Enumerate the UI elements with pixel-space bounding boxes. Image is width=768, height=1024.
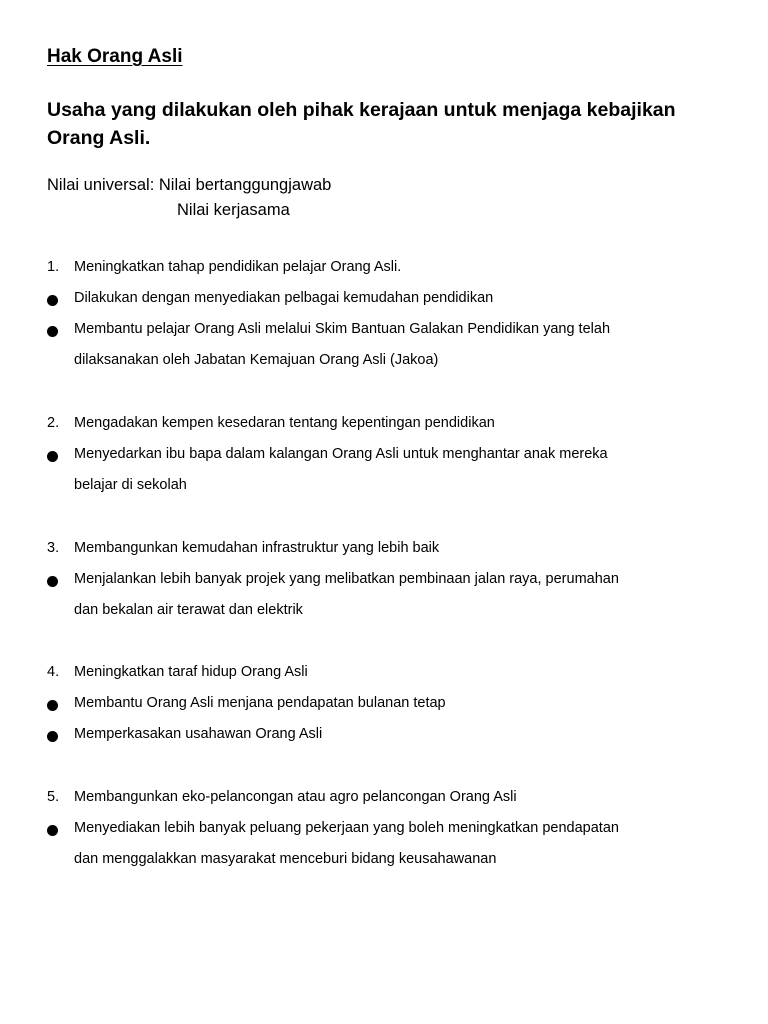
bullet-text: Memperkasakan usahawan Orang Asli — [74, 726, 323, 742]
point-number: 1. — [47, 259, 60, 275]
bullet-dot — [47, 326, 58, 337]
bullet-text-continued: dilaksanakan oleh Jabatan Kemajuan Orang Asli (Jakoa) — [74, 352, 439, 368]
bullet-dot — [47, 451, 58, 462]
point-number: 3. — [47, 540, 60, 556]
bullet-text-continued: dan bekalan air terawat dan elektrik — [74, 602, 303, 618]
bullet-text-continued: dan menggalakkan masyarakat menceburi bidang keusahawanan — [74, 851, 497, 867]
point-text: Meningkatkan taraf hidup Orang Asli — [74, 664, 308, 680]
bullet-dot — [47, 825, 58, 836]
universal-values-label: Nilai universal: — [47, 176, 155, 194]
universal-value-1: Nilai bertanggungjawab — [158, 176, 332, 194]
bullet-text: Dilakukan dengan menyediakan pelbagai kemudahan pendidikan — [74, 290, 494, 306]
bullet-dot — [47, 295, 58, 306]
bullet-text-continued: belajar di sekolah — [74, 477, 187, 493]
bullet-text: Menyediakan lebih banyak peluang pekerjaan yang boleh meningkatkan pendapatan — [74, 820, 619, 836]
bullet-dot — [47, 731, 58, 742]
bullet-text: Menjalankan lebih banyak projek yang melibatkan pembinaan jalan raya, perumahan — [74, 571, 619, 587]
universal-values-line — [47, 176, 331, 195]
bullet-text: Membantu Orang Asli menjana pendapatan bulanan tetap — [74, 695, 446, 711]
bullet-dot — [47, 700, 58, 711]
point-text: Mengadakan kempen kesedaran tentang kepentingan pendidikan — [74, 415, 495, 431]
point-number: 4. — [47, 664, 60, 680]
universal-value-2: Nilai kerjasama — [177, 201, 290, 219]
point-number: 2. — [47, 415, 60, 431]
point-text: Meningkatkan tahap pendidikan pelajar Orang Asli. — [74, 259, 402, 275]
bullet-dot — [47, 576, 58, 587]
point-number: 5. — [47, 789, 60, 805]
bullet-text: Membantu pelajar Orang Asli melalui Skim Bantuan Galakan Pendidikan yang telah — [74, 321, 611, 337]
document-title: Hak Orang Asli — [47, 46, 183, 67]
bullet-text: Menyedarkan ibu bapa dalam kalangan Orang Asli untuk menghantar anak mereka — [74, 446, 608, 462]
point-text: Membangunkan eko-pelancongan atau agro pelancongan Orang Asli — [74, 789, 517, 805]
document-heading: Usaha yang dilakukan oleh pihak kerajaan untuk menjaga kebajikan Orang Asli. — [47, 99, 676, 149]
point-text: Membangunkan kemudahan infrastruktur yang lebih baik — [74, 540, 440, 556]
